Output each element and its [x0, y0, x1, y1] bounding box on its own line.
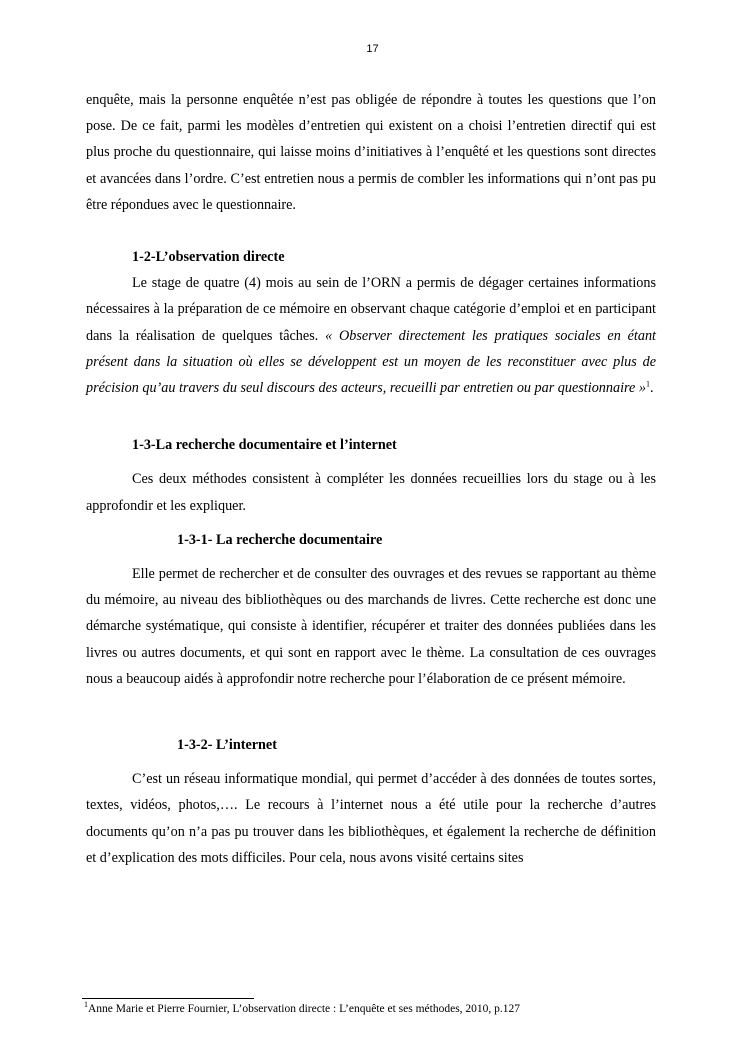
paragraph-observation: [86, 270, 656, 401]
page-body: [86, 87, 656, 871]
footnote-reference: 1: [645, 379, 650, 389]
paragraph-documentary: Elle permet de rechercher et de consulter des ouvrages et des revues se rapportant au thème du mémoire, au niveau des bibliothèques ou des marchands de livres. Cette recherche est donc une démarche systématique, qui consiste à identifier, récupérer et traiter des données publiées dans les livres ou autres documents, et qui sont en rapport avec le thème. La consultation de ces ouvrages nous a beaucoup aidés à approfondir notre recherche pour l’élaboration de ce présent mémoire.: [86, 566, 656, 687]
footnote: [84, 1001, 684, 1017]
paragraph-internet: C’est un réseau informatique mondial, qui permet d’accéder à des données de toutes sortes, textes, vidéos, photos,…. Le recours à l’internet nous a été utile pour la recherche d’autres documents qu’on n’a pas pu trouver dans les bibliothèques, et également la recherche de définition et d’explication des mots difficiles. Pour cela, nous avons visité certains sites: [86, 771, 656, 866]
paragraph-continuation: enquête, mais la personne enquêtée n’est pas obligée de répondre à toutes les questions que l’on pose. De ce fait, parmi les modèles d’entretien qui existent on a choisi l’entretien directif qui est plus proche du questionnaire, qui laisse moins d’initiatives à l’enquêté et les questions sont directes et avancées dans l’ordre. C’est entretien nous a permis de combler les informations qui n’ont pas pu être répondues avec le questionnaire.: [86, 92, 656, 213]
footnote-divider: [82, 998, 254, 999]
section-heading-research: 1-3-La recherche documentaire et l’internet: [132, 437, 397, 454]
footnote-text: Anne Marie et Pierre Fournier, L’observation directe : L’enquête et ses méthodes, 2010, p.127: [88, 1003, 521, 1015]
page-number: 17: [366, 43, 379, 55]
section-heading-observation: 1-2-L’observation directe: [132, 249, 285, 266]
paragraph-research: Ces deux méthodes consistent à compléter les données recueillies lors du stage ou à les approfondir et les expliquer.: [86, 471, 656, 514]
observation-text: Le stage de quatre (4) mois au sein de l’ORN a permis de dégager certaines informations nécessaires à la préparation de ce mémoire en observant chaque catégorie d’emploi et en participant dans la réalisation de quelques tâches.: [86, 275, 656, 344]
footnote-marker: 1: [84, 1000, 88, 1010]
section-heading-internet: 1-3-2- L’internet: [177, 737, 277, 754]
observation-end: .: [649, 380, 654, 397]
observation-quote: « Observer directement les pratiques sociales en étant présent dans la situation où elles se développent est un moyen de les reconstituer avec plus de précision qu’au travers du seul discours des acteurs, recueilli par entretien ou par questionnaire »: [86, 327, 657, 397]
section-heading-documentary: 1-3-1- La recherche documentaire: [177, 531, 383, 548]
